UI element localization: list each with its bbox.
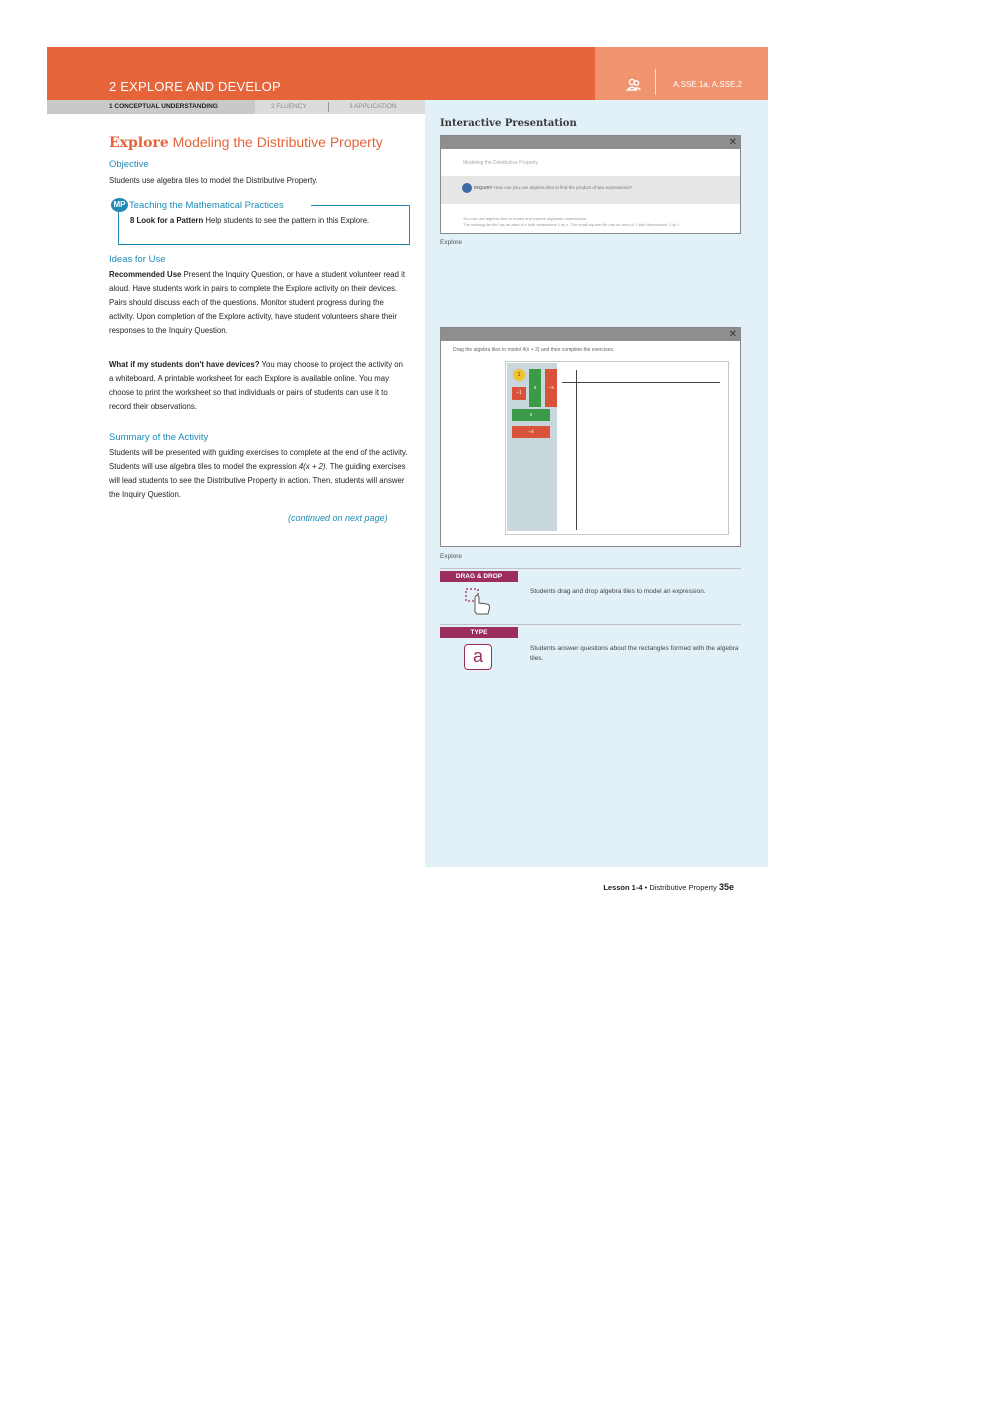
footer-lesson: Lesson 1-4 [603, 883, 643, 892]
mp-practice-label: 8 Look for a Pattern [130, 216, 204, 225]
ideas-title: Ideas for Use [109, 254, 166, 265]
tile-negative-x-vertical[interactable]: −x [545, 369, 557, 407]
feature-tag-type: TYPE [440, 627, 518, 638]
footer-topic: Distributive Property [649, 883, 717, 892]
tab-divider [328, 102, 329, 112]
mat-horizontal-axis [562, 382, 720, 383]
feature-tag-drag-drop: DRAG & DROP [440, 571, 518, 582]
screenshot-heading: Modeling the Distributive Property [463, 160, 539, 166]
recommended-use [109, 268, 409, 338]
tile-tray [507, 363, 557, 531]
mat-vertical-axis [576, 370, 577, 530]
tile-negative-one[interactable]: −1 [512, 387, 526, 400]
tile-x-horizontal[interactable]: x [512, 409, 550, 421]
continued-link[interactable]: (continued on next page) [288, 513, 388, 523]
summary-text: Students will be presented with guiding exercises to complete at the end of the activity. Students will use algebra tiles to model the expression 4(x + 2). The guiding exercises will lead students to see the Distributive Property in action. Then, students will answer the Inquiry Question. [109, 448, 408, 499]
explore-screenshot-1[interactable] [440, 135, 741, 234]
screenshot-footnote: You can use algebra tiles to model and explore algebraic expressions. The rectangular tile has an area of x with dimensions 1 by x. The small square tile has an area of 1 with dimensions 1 by 1. [463, 216, 681, 227]
mp-text [130, 214, 400, 228]
interactive-presentation-title: Interactive Presentation [440, 118, 577, 129]
explore-heading-bold: Explore [109, 135, 169, 151]
screenshot-titlebar [441, 328, 740, 341]
screenshot-titlebar [441, 136, 740, 149]
tile-one[interactable]: 1 [513, 369, 525, 381]
standards-label: A.SSE.1a, A.SSE.2 [673, 80, 742, 89]
inquiry-icon [462, 183, 472, 193]
section-header [47, 47, 595, 100]
no-devices-text: You may choose to project the activity on a whiteboard. A printable worksheet for each Explore is available online. You may choose to print the worksheet so that individuals or pairs of students can use it to record their observations. [109, 360, 403, 411]
mp-icon: MP [111, 198, 128, 212]
mp-title: Teaching the Mathematical Practices [129, 200, 284, 211]
type-icon: a [464, 644, 492, 670]
tab-strip [47, 100, 425, 114]
tab-application[interactable]: 3 APPLICATION [349, 103, 397, 110]
caption-explore-2: Explore [440, 553, 463, 560]
page-number: 35e [718, 882, 734, 892]
recommended-use-text: Present the Inquiry Question, or have a student volunteer read it aloud. Have students work in pairs to complete the Explore activity on their devices. Pairs should discuss each of the questions. Monitor student progress during the activity. Upon completion of the Explore activity, have student volunteers share their responses to the Inquiry Question. [109, 270, 406, 335]
tab-conceptual-understanding[interactable]: 1 CONCEPTUAL UNDERSTANDING [47, 100, 255, 114]
header-divider [655, 69, 656, 95]
drag-drop-icon [464, 587, 494, 615]
explore-heading [109, 134, 383, 151]
summary-title: Summary of the Activity [109, 432, 209, 443]
section-title: 2 EXPLORE AND DEVELOP [109, 79, 281, 94]
algebra-tile-workspace[interactable] [505, 361, 729, 535]
tile-negative-x-horizontal[interactable]: −x [512, 426, 550, 438]
page-footer [603, 882, 734, 892]
feature-divider [440, 568, 741, 569]
tiles-instruction: Drag the algebra tiles to model 4(x + 2) and then complete the exercises. [453, 347, 615, 353]
footer-separator: • [644, 883, 648, 892]
standards-header [595, 47, 768, 100]
mp-practice-text: Help students to see the pattern in this Explore. [205, 216, 370, 225]
objective-text: Students use algebra tiles to model the Distributive Property. [109, 176, 318, 185]
tile-x-vertical[interactable]: x [529, 369, 541, 407]
close-icon[interactable]: ✕ [728, 137, 737, 148]
tab-fluency[interactable]: 2 FLUENCY [271, 103, 307, 110]
explore-heading-rest: Modeling the Distributive Property [172, 134, 383, 150]
no-devices-label: What if my students don't have devices? [109, 360, 260, 369]
inquiry-text: INQUIRY How can you use algebra tiles to find the product of two expressions? [474, 185, 633, 190]
summary-expression: 4(x + 2). [298, 462, 328, 471]
no-devices [109, 358, 409, 414]
objective-title: Objective [109, 159, 149, 170]
close-icon[interactable]: ✕ [728, 329, 737, 340]
feature-text-type: Students answer questions about the rectangles formed with the algebra tiles. [530, 645, 739, 662]
feature-text-drag-drop: Students drag and drop algebra tiles to model an expression. [530, 588, 706, 595]
caption-explore-1: Explore [440, 239, 463, 246]
feature-divider [440, 624, 741, 625]
explore-screenshot-2[interactable] [440, 327, 741, 547]
inquiry-band [441, 176, 740, 204]
group-icon [626, 77, 642, 93]
recommended-use-label: Recommended Use [109, 270, 182, 279]
